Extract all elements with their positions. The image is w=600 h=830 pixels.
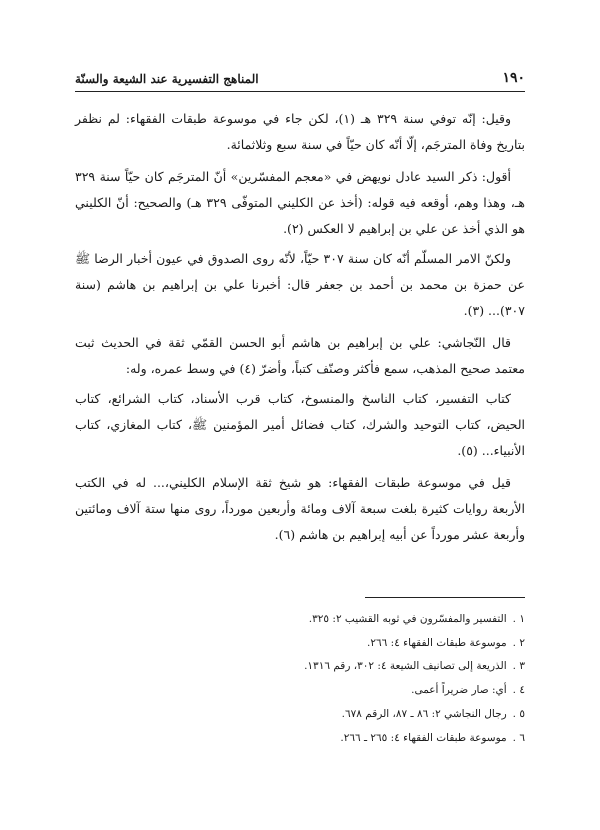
footnote <box>75 608 525 632</box>
paragraph: ولكنّ الامر المسلّم أنّه كان سنة ٣٠٧ حيّاً، لأنّه روى الصدوق في عيون أخبار الرضا ﷺ عن حمزة بن محمد بن أحمد بن جعفر قال: أخبرنا علي بن إبراهيم بن هاشم (سنة ٣٠٧)... (٣). <box>75 251 525 318</box>
paragraph: قيل في موسوعة طبقات الفقهاء: هو شيخ ثقة الإسلام الكليني،... له في الكتب الأربعة روايات كثيرة بلغت سبعة آلاف ومائة وأربعين مورداً، روى منها ستة آلاف ومائتين وأربعة عشر مورداً عن أبيه إبراهيم بن هاشم (٦). <box>75 475 525 542</box>
paragraph: قال النّجاشي: علي بن إبراهيم بن هاشم أبو الحسن القمّي ثقة في الحديث ثبت معتمد صحيح المذهب، سمع فأكثر وصنّف كتباً، وأضرّ (٤) في وسط عمره، وله: <box>75 335 525 376</box>
running-title: المناهج التفسيرية عند الشيعة والسنّة <box>75 72 259 86</box>
page-header <box>75 64 525 86</box>
footnote-rule <box>365 597 525 598</box>
footnote-text: التفسير والمفسّرون في ثوبه القشيب ٢: ٣٢٥. <box>308 613 507 625</box>
footnote-number: ٥ . <box>512 707 525 720</box>
body-text <box>75 106 525 552</box>
footnote-number: ٣ . <box>512 660 525 673</box>
footnote <box>75 703 525 727</box>
footnote <box>75 727 525 751</box>
footnote <box>75 679 525 703</box>
footnote-number: ١ . <box>512 613 525 625</box>
footnotes-list <box>75 608 525 750</box>
footnote <box>75 632 525 656</box>
footnote-text: أي: صار ضريراً أعمى. <box>411 684 507 697</box>
paragraph: كتاب التفسير، كتاب الناسخ والمنسوخ، كتاب قرب الأسناد، كتاب الشرائع، كتاب الحيض، كتاب التوحيد والشرك، كتاب فضائل أمير المؤمنين ﷺ، كتاب المغازي، كتاب الأنبياء... (٥). <box>75 391 525 458</box>
footnote-number: ٤ . <box>512 684 525 697</box>
footnote-text: موسوعة طبقات الفقهاء ٤: ٢٦٥ ـ ٢٦٦. <box>340 731 507 744</box>
footnote-text: الذريعة إلى تصانيف الشيعة ٤: ٣٠٢، رقم ١٣١٦. <box>304 660 507 673</box>
page-number: ١٩٠ <box>502 70 525 86</box>
footnote-number: ٦ . <box>512 731 525 744</box>
footnote-text: موسوعة طبقات الفقهاء ٤: ٢٦٦. <box>367 636 507 649</box>
paragraph: أقول: ذكر السيد عادل نويهض في «معجم المفسّرين» أنّ المترجَم كان حيّاً سنة ٣٢٩ هـ، وهذا وهم، أوقعه فيه قوله: (أخذ عن الكليني المتوفّى ٣٢٩ هـ) والصحيح: أنّ الكليني هو الذي أخذ عن علي بن إبراهيم لا العكس (٢). <box>75 169 525 236</box>
footnote-number: ٢ . <box>512 636 525 649</box>
header-rule <box>75 91 525 92</box>
footnote-text: رجال النجاشي ٢: ٨٦ ـ ٨٧، الرقم ٦٧٨. <box>341 707 507 720</box>
paragraph: وقيل: إنّه توفي سنة ٣٢٩ هـ (١)، لكن جاء في موسوعة طبقات الفقهاء: لم نظفر بتاريخ وفاة المترجَم، إلّا أنّه كان حيّاً في سنة سبع وثلاثمائة. <box>75 111 525 152</box>
footnote <box>75 655 525 679</box>
